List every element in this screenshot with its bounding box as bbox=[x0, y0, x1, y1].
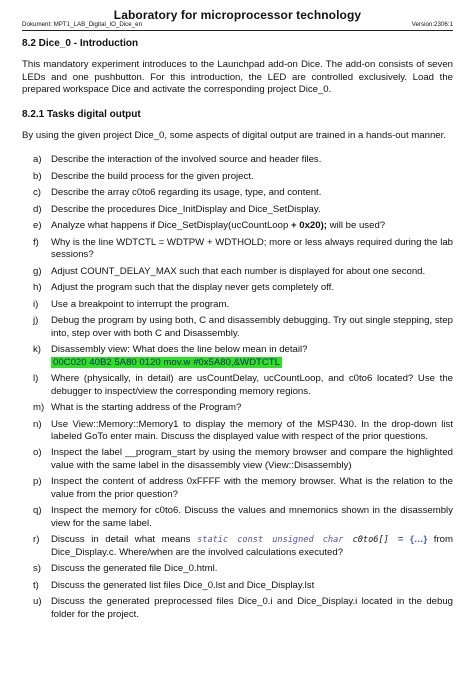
code-keyword: static const unsigned char bbox=[197, 535, 344, 546]
task-text: Adjust the program such that the display never gets completely off. bbox=[51, 282, 334, 294]
task-marker: r) bbox=[33, 534, 40, 546]
task-text: Inspect the content of address 0xFFFF with the memory browser. What is the relation to the value from the prior question? bbox=[51, 476, 453, 500]
task-text: Describe the build process for the given project. bbox=[51, 170, 254, 182]
task-item-q bbox=[33, 505, 453, 530]
task-marker: e) bbox=[33, 220, 42, 232]
task-text bbox=[51, 220, 453, 232]
intro-paragraph: This mandatory experiment introduces to the Launchpad add-on Dice. The add-on consists of seven LEDs and one pushbutton. For this introduction, the LED are controlled exclusively. Load the prepared workspace Dice and activate the corresponding project Dice_0. bbox=[22, 59, 453, 96]
task-text: Discuss the generated list files Dice_0.lst and Dice_Display.lst bbox=[51, 579, 315, 591]
task-text: Describe the procedures Dice_InitDisplay and Dice_SetDisplay. bbox=[51, 203, 321, 215]
task-item-k bbox=[33, 344, 453, 369]
code-variable: c0to6[] bbox=[343, 535, 398, 546]
task-item-l bbox=[33, 373, 453, 398]
task-text: Use a breakpoint to interrupt the program. bbox=[51, 298, 230, 310]
task-text-part: Disassembly view: What does the line below mean in detail? bbox=[51, 344, 308, 356]
task-text: What is the starting address of the Program? bbox=[51, 402, 242, 414]
task-text: Inspect the memory for c0to6. Discuss the values and mnemonics shown in the disassembly view for the same label. bbox=[51, 505, 453, 529]
task-item-g bbox=[33, 266, 453, 278]
task-marker: l) bbox=[33, 373, 39, 385]
task-text-part: will be used? bbox=[326, 220, 386, 232]
highlighted-code-line: 00C020 40B2 5A80 0120 mov.w #0x5A80,&WDTCTL bbox=[53, 356, 280, 368]
task-item-f bbox=[33, 237, 453, 262]
task-item-t bbox=[33, 580, 453, 592]
task-marker: j) bbox=[33, 315, 39, 327]
task-marker: f) bbox=[33, 236, 39, 248]
task-text: Discuss the generated file Dice_0.html. bbox=[51, 563, 218, 575]
task-item-e bbox=[33, 220, 453, 232]
task-marker: u) bbox=[33, 596, 42, 608]
task-text-part: Analyze what happens if Dice_SetDisplay(ucCountLoop bbox=[51, 220, 291, 232]
task-marker: h) bbox=[33, 282, 42, 294]
document-version: Version:2306:1 bbox=[411, 21, 453, 28]
task-text: Discuss the generated preprocessed files Dice_0.i and Dice_Display.i located in the debug folder for the project. bbox=[51, 596, 453, 620]
tasks-intro-paragraph: By using the given project Dice_0, some aspects of digital output are trained in a hands-out manner. bbox=[22, 130, 446, 142]
task-marker: g) bbox=[33, 265, 42, 277]
task-item-a bbox=[33, 154, 453, 166]
task-marker: i) bbox=[33, 298, 39, 310]
task-item-o bbox=[33, 447, 453, 472]
task-item-n bbox=[33, 419, 453, 444]
task-marker: b) bbox=[33, 170, 42, 182]
task-text-part: Discuss in detail what means bbox=[51, 534, 198, 546]
task-list bbox=[22, 154, 453, 620]
task-text bbox=[51, 344, 453, 369]
task-marker: k) bbox=[33, 344, 41, 356]
document-id: Dokument: MPT1_LAB_Digital_IO_Dice_en bbox=[22, 21, 143, 28]
header-divider bbox=[22, 30, 453, 31]
task-item-u bbox=[33, 596, 453, 621]
task-text: Use View::Memory::Memory1 to display the memory of the MSP430. In the drop-down list labeled GoTo enter main. Discuss the displayed value with respect of the prior questions. bbox=[51, 418, 453, 442]
task-item-p bbox=[33, 476, 453, 501]
task-item-j bbox=[33, 315, 453, 340]
document-body bbox=[22, 38, 453, 625]
task-item-b bbox=[33, 171, 453, 183]
task-item-r bbox=[33, 534, 453, 559]
document-title: Laboratory for microprocessor technology bbox=[113, 8, 362, 22]
task-marker: s) bbox=[33, 563, 41, 575]
task-text: Why is the line WDTCTL = WDTPW + WDTHOLD; more or less always required during the lab sessions? bbox=[51, 236, 453, 261]
task-marker: o) bbox=[33, 447, 42, 459]
task-text: Describe the interaction of the involved source and header files. bbox=[51, 154, 322, 166]
task-marker: m) bbox=[33, 402, 45, 414]
subsection-heading: 8.2.1 Tasks digital output bbox=[22, 108, 141, 120]
task-marker: p) bbox=[33, 476, 42, 488]
task-text: Adjust COUNT_DELAY_MAX such that each number is displayed for about one second. bbox=[51, 265, 426, 277]
task-marker: a) bbox=[33, 154, 42, 166]
task-text: Where (physically, in detail) are usCountDelay, ucCountLoop, and c0to6 located? Use the debugger to inspect/view the corresponding memory regions. bbox=[51, 373, 453, 397]
task-item-s bbox=[33, 563, 453, 575]
task-item-c bbox=[33, 187, 453, 199]
task-marker: c) bbox=[33, 187, 41, 199]
task-text: Debug the program by using both, C and disassembly debugging. Try out single stepping, step into, step over with both C and Disassembly. bbox=[51, 315, 453, 339]
task-text-part: from Dice_Display.c. Where/when are the involved calculations executed? bbox=[51, 534, 453, 558]
task-marker: n) bbox=[33, 418, 42, 430]
task-text bbox=[51, 534, 453, 559]
task-text: Describe the array c0to6 regarding its usage, type, and content. bbox=[51, 187, 322, 199]
task-item-m bbox=[33, 402, 453, 414]
document-meta-row bbox=[22, 21, 453, 28]
code-initializer: = {…} bbox=[397, 534, 428, 546]
task-marker: q) bbox=[33, 505, 42, 517]
task-text-bold: + 0x20); bbox=[290, 220, 327, 232]
task-item-i bbox=[33, 299, 453, 311]
task-marker: d) bbox=[33, 203, 42, 215]
task-item-h bbox=[33, 282, 453, 294]
section-heading: 8.2 Dice_0 - Introduction bbox=[22, 38, 139, 49]
task-text: Inspect the label __program_start by using the memory browser and compare the highlighted value with the same label in the disassembly view (View::Disassembly) bbox=[51, 447, 453, 471]
task-item-d bbox=[33, 204, 453, 216]
task-marker: t) bbox=[33, 579, 39, 591]
